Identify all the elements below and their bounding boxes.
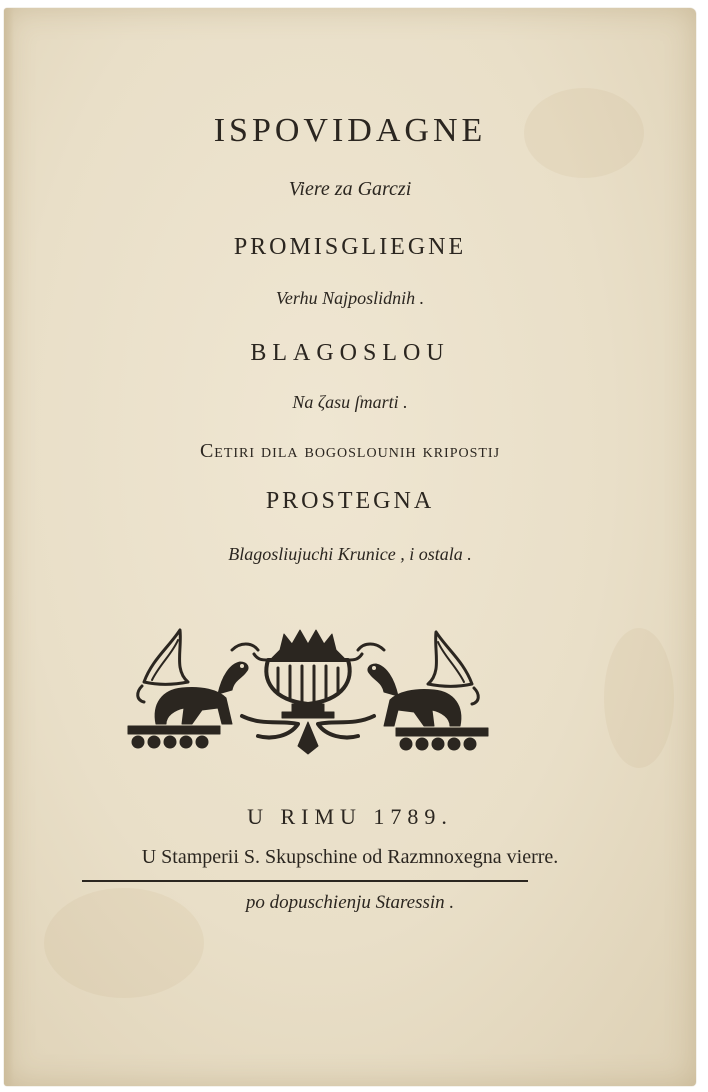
griffins-and-urn-ornament-icon: [122, 620, 494, 766]
heading-blagoslou: BLAGOSLOU: [250, 340, 450, 366]
title-page: [4, 8, 696, 1086]
book-title: ISPOVIDAGNE: [213, 112, 487, 149]
heading-cetiri-dila: Cetiri dila bogoslounih kripostij: [199, 440, 501, 462]
subtitle-line-3: Na ζasu ſmarti .: [292, 392, 408, 412]
heading-promisgliegne: PROMISGLIEGNE: [233, 234, 467, 260]
paper-stain: [604, 628, 674, 768]
imprint-place-year: U RIMU 1789.: [247, 804, 453, 829]
license-note: po dopuschienju Staressin .: [245, 892, 455, 913]
heading-prostegna: PROSTEGNA: [265, 488, 435, 514]
subtitle-line-5: Blagosliujuchi Krunice , i ostala .: [228, 544, 472, 564]
divider-rule: [82, 880, 528, 882]
subtitle-line-1: Viere za Garczi: [288, 178, 412, 200]
subtitle-line-2: Verhu Najposlidnih .: [275, 288, 425, 308]
imprint-press: U Stamperii S. Skupschine od Razmnoxegna vierre.: [141, 846, 559, 868]
